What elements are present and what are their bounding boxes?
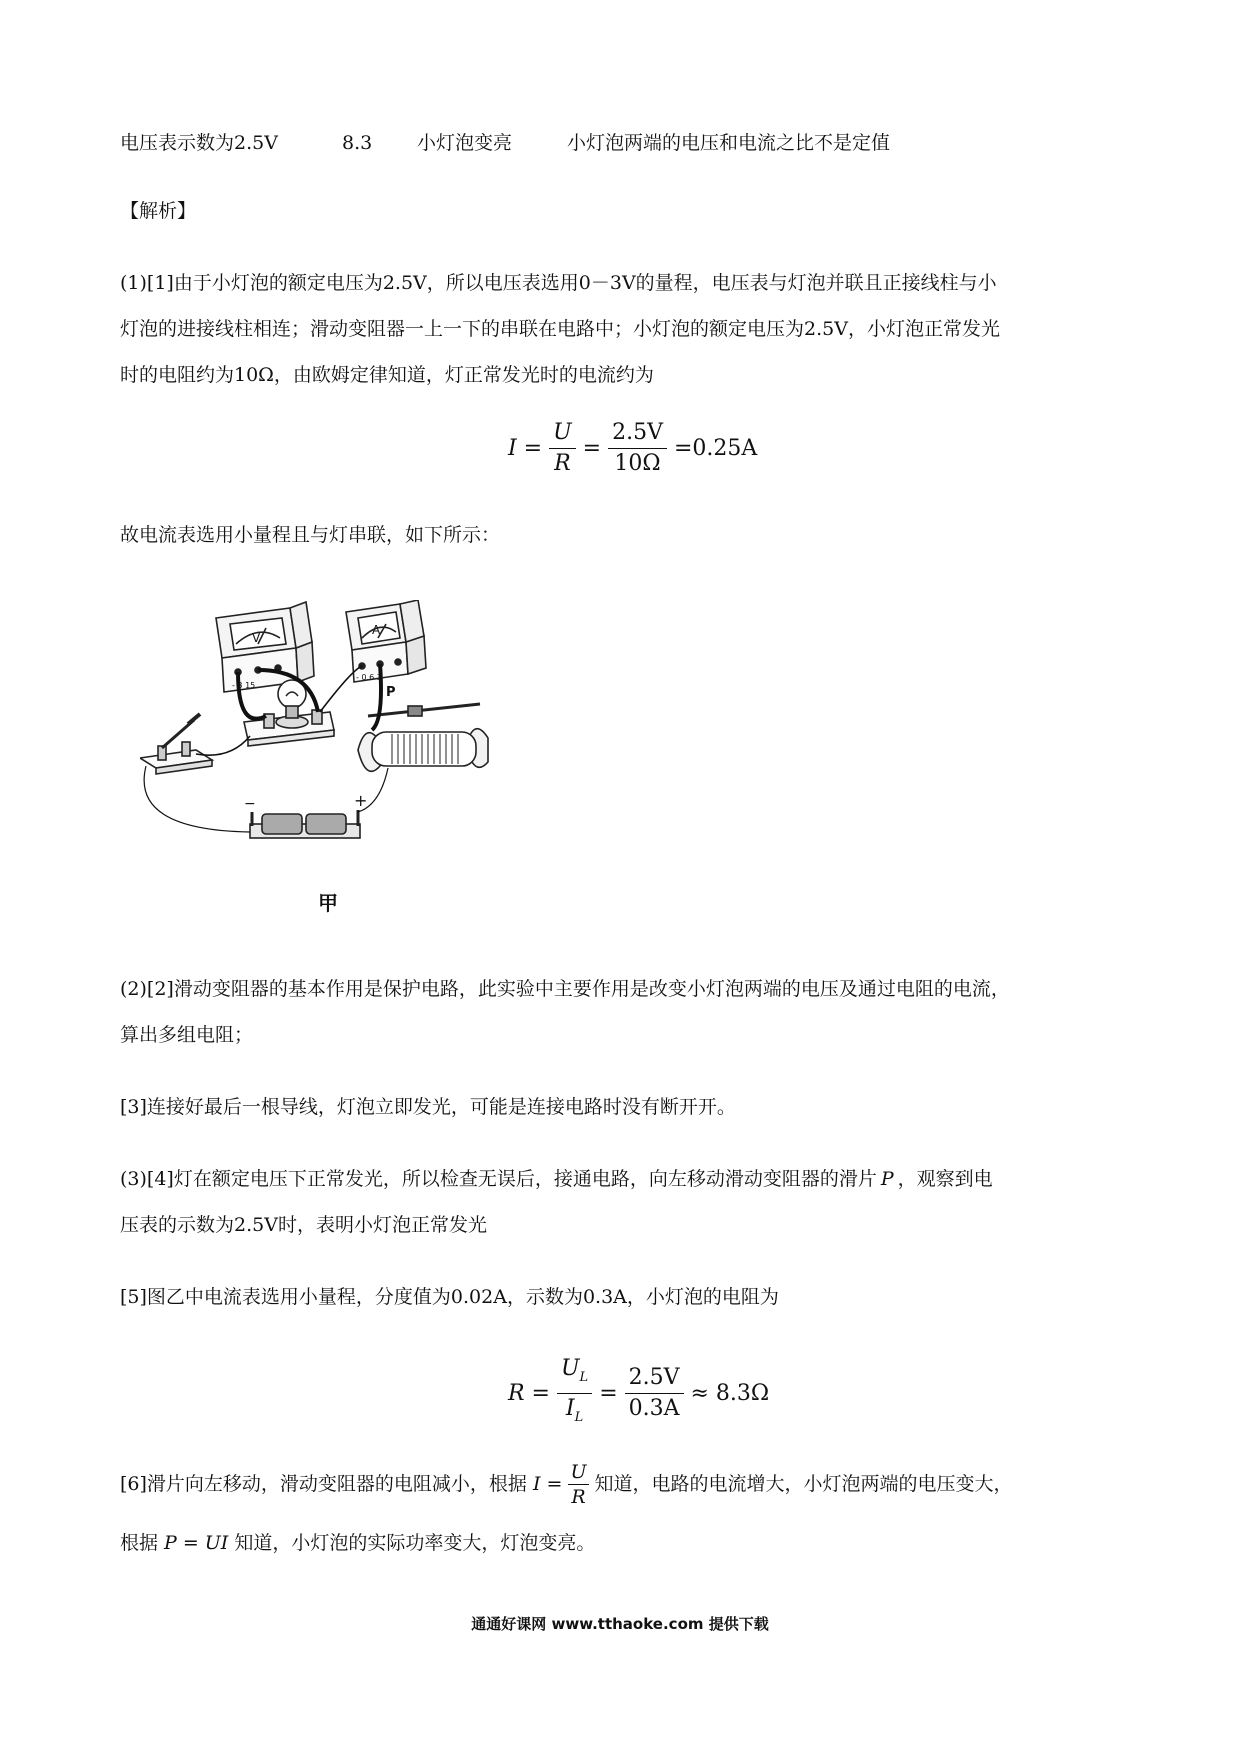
paragraph-3-line-2: 算出多组电阻；: [120, 1024, 254, 1046]
paragraph-3-line-1: (2)[2]滑动变阻器的基本作用是保护电路，此实验中主要作用是改变小灯泡两端的电压及通过电阻的电流，: [120, 978, 1010, 1000]
eq1-fraction-1: $\frac{U}{R}$: [549, 418, 576, 479]
paragraph-1-line-2: 灯泡的进接线柱相连；滑动变阻器一上一下的串联在电路中；小灯泡的额定电压为2.5V，小灯泡正常发光: [120, 318, 1000, 340]
voltmeter-ticks: - 3 15: [232, 681, 256, 690]
ammeter-letter: A: [372, 623, 381, 637]
wire-switch-to-battery: [144, 766, 250, 832]
answer-4: 小灯泡两端的电压和电流之比不是定值: [567, 132, 891, 154]
eq1-result: =0.25A: [673, 436, 758, 461]
paragraph-5-line-1: (3)[4]灯在额定电压下正常发光，所以检查无误后，接通电路，向左移动滑动变阻器的滑片 P ，观察到电: [120, 1168, 993, 1190]
circuit-diagram: [140, 600, 600, 885]
eq2-lhs: R =: [508, 1381, 550, 1406]
answer-1: 电压表示数为2.5V: [120, 132, 278, 154]
paragraph-5-line-2: 压表的示数为2.5V时，表明小灯泡正常发光: [120, 1214, 487, 1236]
eq2-fraction-2: $\frac{2.5V}{0.3A}$: [625, 1363, 684, 1424]
eq2-equals: =: [599, 1381, 618, 1406]
slider-letter: P: [386, 685, 396, 700]
battery-plus: +: [354, 791, 368, 810]
battery-minus: −: [244, 796, 256, 812]
eq1-fraction-2: $\frac{2.5V}{10\Omega}$: [608, 418, 667, 479]
paragraph-2: 故电流表选用小量程且与灯串联，如下所示：: [120, 524, 501, 546]
switch-icon: [140, 714, 212, 774]
battery-icon: [250, 810, 360, 838]
paragraph-4: [3]连接好最后一根导线，灯泡立即发光，可能是连接电路时没有断开开。: [120, 1096, 736, 1118]
ohm-fraction: $\frac{U}{R}$: [570, 1460, 587, 1508]
equation-resistance: [508, 1354, 769, 1433]
paragraph-1-line-3: 时的电阻约为10Ω，由欧姆定律知道，灯正常发光时的电流约为: [120, 364, 654, 386]
power-formula: P = UI: [164, 1532, 229, 1554]
answer-3: 小灯泡变亮: [417, 132, 513, 154]
page-footer: 通通好课网 www.tthaoke.com 提供下载: [471, 1615, 769, 1633]
eq1-lhs: I =: [508, 436, 543, 461]
eq2-result: ≈ 8.3Ω: [690, 1381, 770, 1406]
paragraph-1-line-1: (1)[1]由于小灯泡的额定电压为2.5V，所以电压表选用0－3V的量程，电压表与灯泡并联且正接线柱与小: [120, 272, 997, 294]
wire-switch-to-lamp: [196, 736, 250, 755]
slider-var: P: [880, 1168, 894, 1190]
answer-2: 8.3: [342, 132, 373, 154]
diagram-label: 甲: [318, 891, 338, 915]
ammeter-icon: [346, 600, 426, 682]
paragraph-7-line-1: [6]滑片向左移动，滑动变阻器的电阻减小，根据 I = $\frac{U}{R}$ 知道，电路的电流增大，小灯泡两端的电压变大，: [120, 1460, 1013, 1508]
paragraph-6: [5]图乙中电流表选用小量程，分度值为0.02A，示数为0.3A，小灯泡的电阻为: [120, 1286, 779, 1308]
voltmeter-letter: V: [252, 631, 261, 645]
lamp-board-icon: [244, 680, 334, 746]
paragraph-7-line-2: 根据 P = UI 知道，小灯泡的实际功率变大，灯泡变亮。: [120, 1532, 596, 1554]
equation-current: [508, 418, 757, 479]
eq1-equals: =: [582, 436, 602, 461]
analysis-heading: 【解析】: [120, 200, 197, 222]
eq2-fraction-1: $\frac{U_L}{I_L}$: [557, 1354, 592, 1433]
ammeter-ticks: - 0.6 3: [356, 673, 382, 682]
